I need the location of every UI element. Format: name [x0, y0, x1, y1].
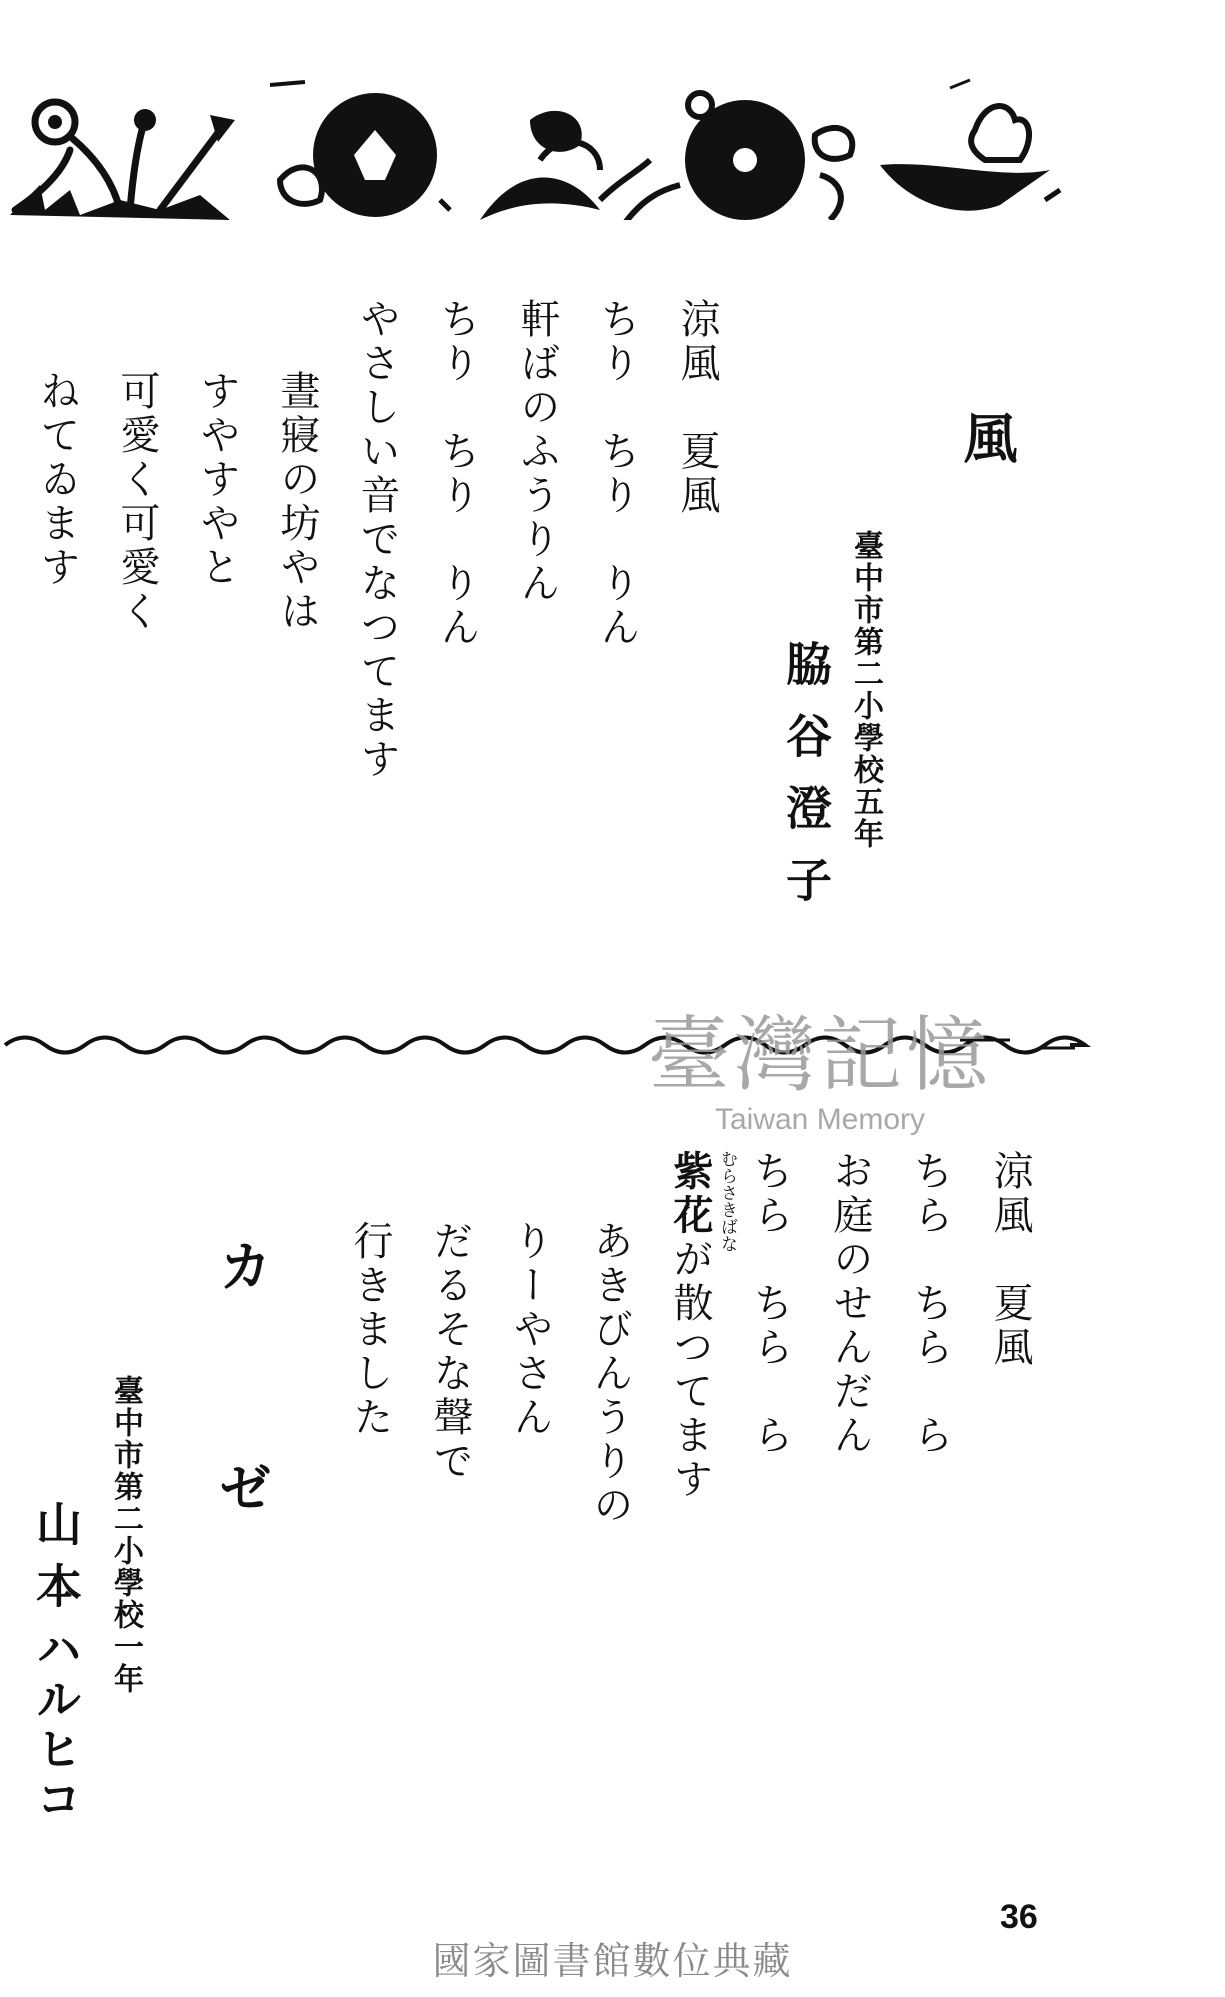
ruby-annotation: むらさきばな [717, 1150, 737, 1252]
page-number: 36 [1000, 1898, 1038, 1936]
poem2-author-surname: 山本 [29, 1500, 83, 1624]
poem2-author-given: ハルヒコ [29, 1625, 83, 1825]
poem1-line: 涼風 夏風 [674, 298, 720, 518]
poem1-author: 脇谷澄子 [779, 640, 833, 928]
poem2-line: 涼風 夏風 [987, 1150, 1033, 1370]
poem1-line: すやすやと [194, 370, 240, 590]
floral-header-decoration [0, 60, 1225, 220]
poem2-line: ちら ちら ら [907, 1150, 953, 1458]
poem2-school: 臺中市第二小學校一年 [108, 1375, 143, 1695]
poem2-line: りーやさん [507, 1220, 553, 1440]
poem1-line: ちり ちり りん [434, 298, 480, 650]
poem1-line: ちり ちり りん [594, 298, 640, 650]
poem1-line: 晝寢の坊やは [274, 370, 320, 634]
poem1-line: ねてゐます [34, 370, 80, 590]
poem2-title-ze: ゼ [210, 1460, 274, 1514]
poem2-line: 行きました [347, 1220, 393, 1440]
poem2-title-ka: カ [210, 1238, 274, 1292]
poem1-line: やさしい音でなつてます [354, 298, 400, 782]
poem1-school: 臺中市第二小學校五年 [848, 530, 883, 850]
poem2-line: お庭のせんだん [827, 1150, 873, 1458]
poem2-line-rest: が散つてます [667, 1238, 713, 1502]
archive-footer: 國家圖書館數位典藏 [432, 1939, 793, 1983]
poem2-line: だるそな聲で [427, 1220, 473, 1484]
poem2-line: ちら ちら ら [747, 1150, 793, 1458]
poem1-line: 軒ばのふうりん [514, 298, 560, 606]
taiwan-memory-watermark [600, 990, 1040, 1137]
ruby-base: 紫花 [667, 1150, 714, 1238]
watermark-chinese: 臺灣記憶 [647, 1008, 992, 1103]
poem2-line-with-ruby [667, 1150, 714, 1502]
poem2-line: あきびんうりの [587, 1220, 633, 1528]
poem1-title: 風 [955, 410, 1019, 464]
poem1-line: 可愛く可愛く [114, 370, 160, 634]
watermark-english: Taiwan Memory [714, 1103, 926, 1136]
